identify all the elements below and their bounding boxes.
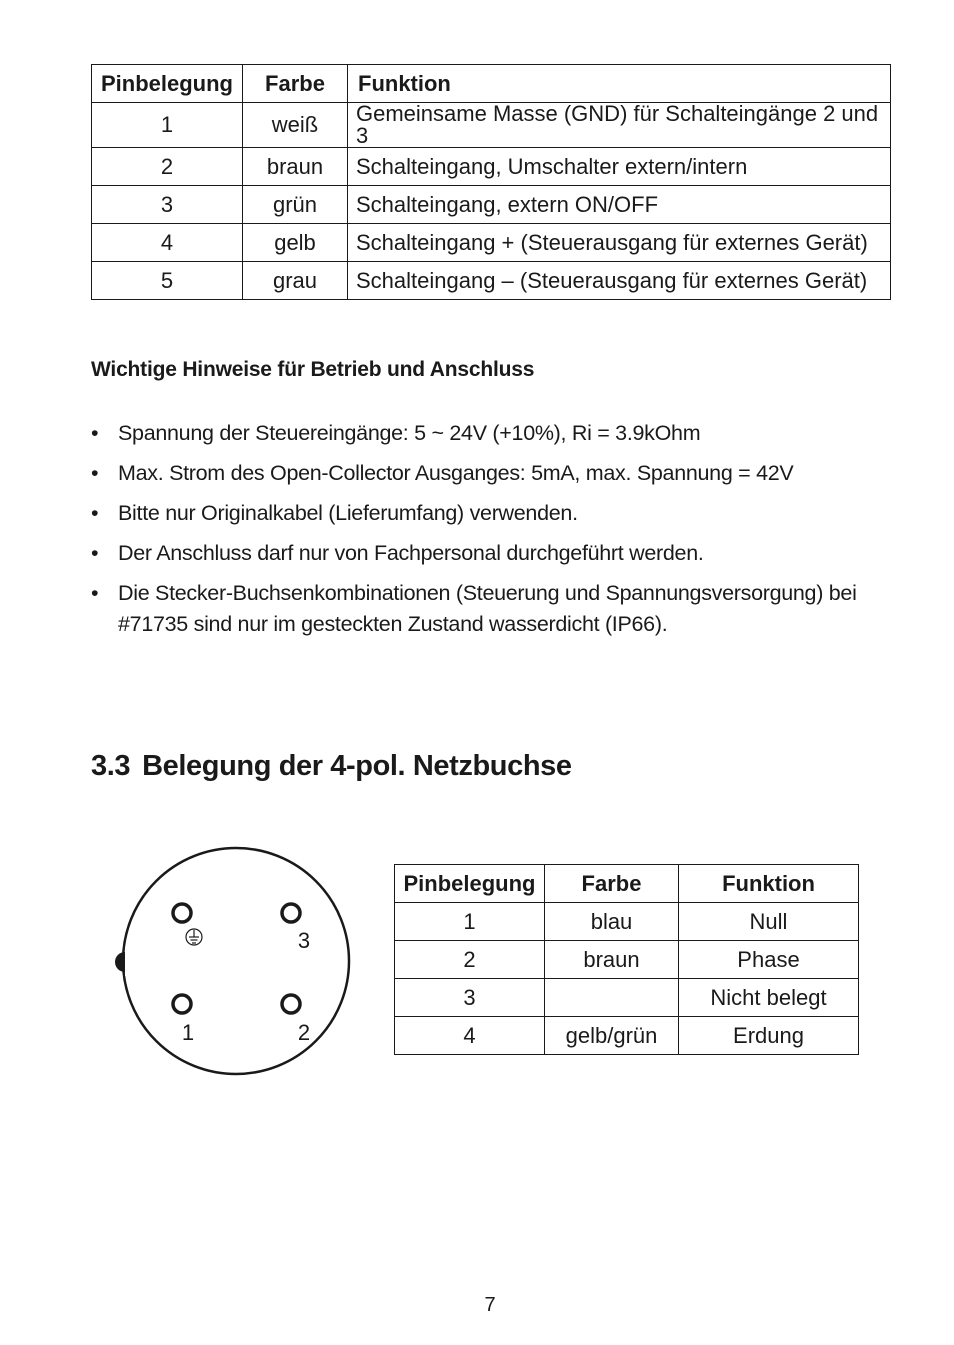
list-item-text: Die Stecker-Buchsenkombinationen (Steuerung und Spannungsversorgung) bei #71735 sind nur im gesteckten Zustand wasserdicht (IP66). <box>118 581 857 636</box>
pin-cell: 1 <box>395 903 545 941</box>
function-cell: Schalteingang, Umschalter extern/intern <box>348 148 891 186</box>
pin-3 <box>282 904 300 922</box>
list-item-text: Max. Strom des Open-Collector Ausganges: 5mA, max. Spannung = 42V <box>118 461 794 485</box>
header-farbe: Farbe <box>243 65 348 103</box>
pin-label-2: 2 <box>297 1020 311 1045</box>
pin-1 <box>173 995 191 1013</box>
notes-list <box>91 418 891 649</box>
page-number: 7 <box>484 1294 496 1316</box>
connector-outline <box>123 848 349 1074</box>
function-cell: Nicht belegt <box>679 979 859 1017</box>
section-heading <box>91 750 572 783</box>
section-title: Belegung der 4-pol. Netzbuchse <box>142 750 572 782</box>
header-farbe: Farbe <box>545 865 679 903</box>
color-cell: blau <box>545 903 679 941</box>
function-cell: Schalteingang, extern ON/OFF <box>348 186 891 224</box>
function-cell: Null <box>679 903 859 941</box>
color-cell: braun <box>243 148 348 186</box>
bullet: • <box>91 581 99 605</box>
table-row <box>395 903 859 941</box>
function-cell: Phase <box>679 941 859 979</box>
pin-cell: 2 <box>92 148 243 186</box>
color-cell: grau <box>243 262 348 300</box>
pin-cell: 3 <box>395 979 545 1017</box>
table-row <box>395 1017 859 1055</box>
table-row <box>92 224 891 262</box>
list-item <box>91 458 891 489</box>
pin-cell: 5 <box>92 262 243 300</box>
pin-cell: 4 <box>92 224 243 262</box>
pin-2 <box>282 995 300 1013</box>
function-cell: Erdung <box>679 1017 859 1055</box>
table-header-row <box>92 65 891 103</box>
pin-assignment-table <box>91 64 891 300</box>
bullet: • <box>91 421 99 445</box>
notes-title: Wichtige Hinweise für Betrieb und Anschluss <box>91 358 535 381</box>
list-item-text: Der Anschluss darf nur von Fachpersonal durchgeführt werden. <box>118 541 704 565</box>
pin-earth <box>173 904 191 922</box>
color-cell: grün <box>243 186 348 224</box>
color-cell: weiß <box>243 103 348 148</box>
color-cell: braun <box>545 941 679 979</box>
earth-icon <box>186 929 202 945</box>
function-cell: Schalteingang – (Steuerausgang für externes Gerät) <box>348 262 891 300</box>
list-item-text: Spannung der Steuereingänge: 5 ~ 24V (+10%), Ri = 3.9kOhm <box>118 421 701 445</box>
table-row <box>92 186 891 224</box>
function-cell: Schalteingang + (Steuerausgang für externes Gerät) <box>348 224 891 262</box>
table-row <box>92 262 891 300</box>
power-socket-table <box>394 864 859 1055</box>
table-row <box>92 103 891 148</box>
table-row <box>395 941 859 979</box>
list-item <box>91 538 891 569</box>
pin-cell: 4 <box>395 1017 545 1055</box>
header-funktion: Funktion <box>348 65 891 103</box>
header-funktion: Funktion <box>679 865 859 903</box>
function-cell: Gemeinsame Masse (GND) für Schalteingänge 2 und 3 <box>348 103 891 148</box>
bullet: • <box>91 541 99 565</box>
table-header-row <box>395 865 859 903</box>
bullet: • <box>91 501 99 525</box>
list-item <box>91 498 891 529</box>
list-item-text: Bitte nur Originalkabel (Lieferumfang) verwenden. <box>118 501 578 525</box>
pin-label-3: 3 <box>297 928 311 953</box>
section-number: 3.3 <box>91 750 131 782</box>
header-pinbelegung: Pinbelegung <box>395 865 545 903</box>
bullet: • <box>91 461 99 485</box>
connector-diagram <box>110 840 360 1090</box>
color-cell: gelb/grün <box>545 1017 679 1055</box>
color-cell <box>545 979 679 1017</box>
color-cell: gelb <box>243 224 348 262</box>
pin-label-1: 1 <box>181 1020 195 1045</box>
list-item <box>91 418 891 449</box>
list-item <box>91 578 891 640</box>
pin-cell: 1 <box>92 103 243 148</box>
header-pinbelegung: Pinbelegung <box>92 65 243 103</box>
table-row <box>92 148 891 186</box>
pin-cell: 2 <box>395 941 545 979</box>
table-row <box>395 979 859 1017</box>
pin-cell: 3 <box>92 186 243 224</box>
